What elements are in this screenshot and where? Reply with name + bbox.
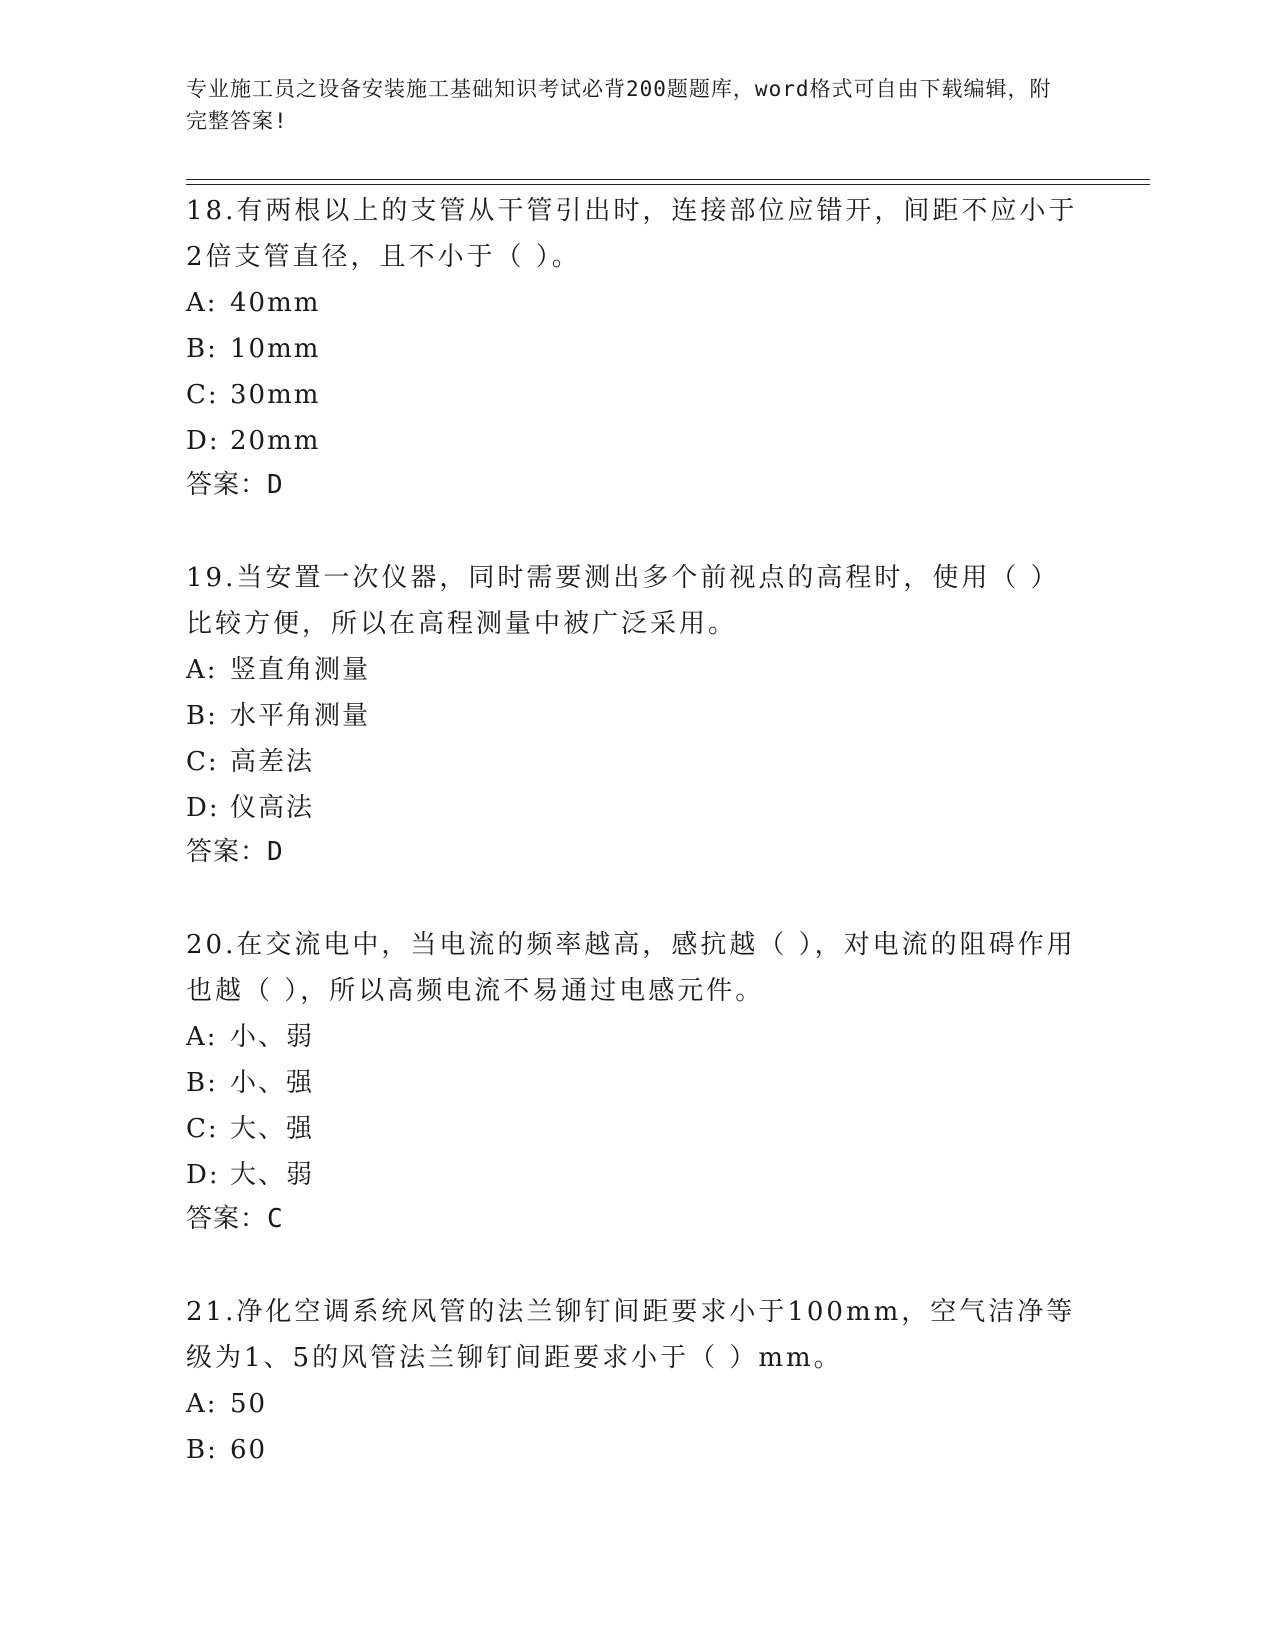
option-text: 小、强 (230, 1068, 315, 1098)
header-rule-bottom (186, 184, 1150, 185)
option-label: C: (186, 1114, 219, 1144)
option-d (186, 785, 1086, 831)
question-21 (186, 1289, 1086, 1473)
option-text: 50 (230, 1389, 268, 1419)
option-label: C: (186, 747, 219, 777)
option-text: 60 (230, 1435, 268, 1465)
question-text: 18.有两根以上的支管从干管引出时，连接部位应错开，间距不应小于2倍支管直径，且不小于（ ）。 (186, 196, 1078, 272)
question-text: 20.在交流电中，当电流的频率越高，感抗越（ ），对电流的阻碍作用也越（ ），所以高频电流不易通过电感元件。 (186, 930, 1076, 1006)
option-b (186, 693, 1086, 739)
option-label: D: (186, 1160, 220, 1190)
header-rule-top (186, 179, 1150, 180)
question-19 (186, 555, 1086, 873)
option-text: 40mm (230, 288, 321, 318)
option-d (186, 1152, 1086, 1198)
option-label: D: (186, 793, 220, 823)
option-label: C: (186, 380, 219, 410)
option-text: 大、弱 (230, 1160, 315, 1190)
option-text: 30mm (230, 380, 321, 410)
option-text: 20mm (230, 426, 321, 456)
question-text: 21.净化空调系统风管的法兰铆钉间距要求小于100mm，空气洁净等级为1、5的风管法兰铆钉间距要求小于（ ）mm。 (186, 1297, 1076, 1373)
question-20 (186, 922, 1086, 1240)
option-label: B: (186, 701, 218, 731)
option-label: B: (186, 1435, 218, 1465)
answer: 答案：D (186, 470, 284, 500)
option-text: 仪高法 (230, 793, 315, 823)
option-label: A: (186, 1389, 218, 1419)
option-label: D: (186, 426, 220, 456)
option-c (186, 372, 1086, 418)
option-label: A: (186, 1022, 218, 1052)
answer: 答案：D (186, 837, 284, 867)
option-label: A: (186, 655, 218, 685)
option-text: 高差法 (230, 747, 315, 777)
option-c (186, 739, 1086, 785)
option-c (186, 1106, 1086, 1152)
option-label: B: (186, 334, 218, 364)
option-a (186, 647, 1086, 693)
option-d (186, 418, 1086, 464)
option-text: 小、弱 (230, 1022, 315, 1052)
document-header: 专业施工员之设备安装施工基础知识考试必背200题题库，word格式可自由下载编辑，附完整答案! (186, 77, 1052, 133)
answer: 答案：C (186, 1204, 284, 1234)
option-a (186, 1014, 1086, 1060)
option-a (186, 1381, 1086, 1427)
question-18 (186, 188, 1086, 506)
option-text: 水平角测量 (230, 701, 371, 731)
question-text: 19.当安置一次仪器，同时需要测出多个前视点的高程时，使用（ ）比较方便，所以在高程测量中被广泛采用。 (186, 563, 1060, 639)
option-text: 10mm (230, 334, 321, 364)
option-b (186, 326, 1086, 372)
option-b (186, 1060, 1086, 1106)
option-text: 大、强 (230, 1114, 315, 1144)
option-label: A: (186, 288, 218, 318)
option-a (186, 280, 1086, 326)
option-label: B: (186, 1068, 218, 1098)
option-text: 竖直角测量 (230, 655, 371, 685)
option-b (186, 1427, 1086, 1473)
